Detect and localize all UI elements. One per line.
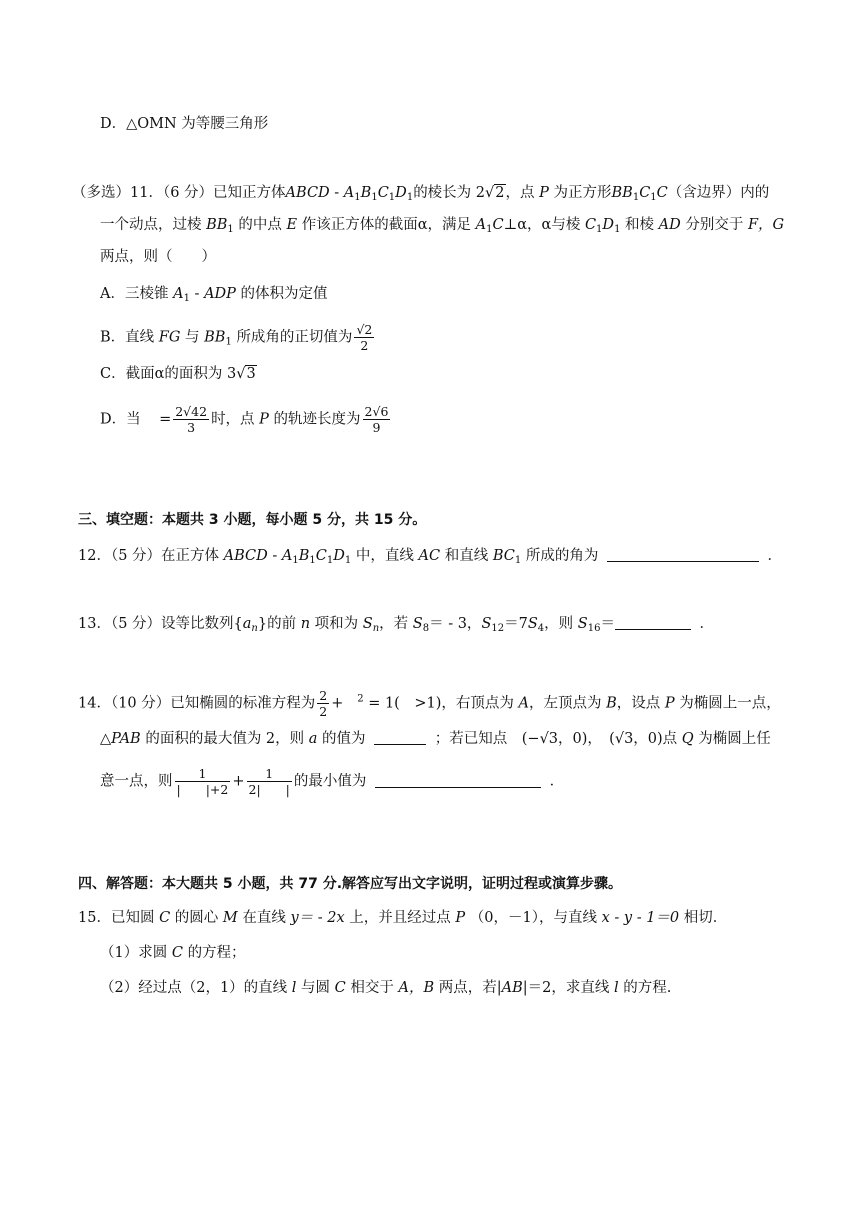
q15-part-1: （1）求圆 C 的方程； <box>100 945 246 961</box>
fraction: $\frac{2}{2}$ <box>319 688 328 719</box>
q12-answer-blank[interactable] <box>607 547 759 562</box>
q14-line-3: 意一点，则 $\frac{1}{| |+2}$ + $\frac{1}{2| |}$ 的最小值为 ． <box>100 766 565 797</box>
section-3-title: 三、填空题：本题共 3 小题，每小题 5 分，共 15 分。 <box>78 512 427 528</box>
q11-option-c: C．截面α的面积为 3√3 <box>100 366 256 382</box>
q13-line: 13．（5 分）设等比数列$\{a_n\}$的前 n 项和为 $S_n$，若 $S_8= - 3$，$S_{12}=7S_4$，则 $S_{16}=$ ． <box>78 616 715 634</box>
q13-answer-blank[interactable] <box>615 615 691 630</box>
fraction: $\frac{√2}{2}$ <box>356 322 373 353</box>
q11-line-3: 两点，则（ ） <box>100 249 216 265</box>
q11-line-2: 一个动点，过棱 $BB_1$ 的中点 E 作该正方体的截面α，满足 $A_1C\perp\alpha$，α与棱 $C_1D_1$ 和棱 AD 分别交于 F，G <box>100 217 785 235</box>
fraction: $\frac{2√42}{3}$ <box>175 404 208 435</box>
q14-line-1: 14．（10 分）已知椭圆的标准方程为 $\frac{2}{2}$ + $^2$ = 1( >1)，右顶点为 A，左顶点为 B，设点 P 为椭圆上一点， <box>78 688 781 719</box>
q14-blank-min[interactable] <box>375 773 541 788</box>
q14-line-2: △PAB 的面积的最大值为 2，则 a 的值为 ；若已知点 (−√3，0)， (√3，0)点 Q 为椭圆上任 <box>100 731 771 747</box>
q10-option-d: D．△OMN 为等腰三角形 <box>100 116 269 132</box>
fraction: $\frac{1}{| |+2}$ <box>176 766 229 797</box>
q11-option-b: B．直线 FG 与 $BB_1$ 所成角的正切值为 $\frac{√2}{2}$ <box>100 322 373 353</box>
q15-line-1: 15．已知圆 C 的圆心 M 在直线 y＝ - 2x 上，并且经过点 P （0，－1），与直线 x - y - 1＝0 相切． <box>78 910 728 926</box>
fraction: $\frac{2√6}{9}$ <box>364 404 389 435</box>
fraction: $\frac{1}{2| |}$ <box>248 766 290 797</box>
q15-part-2: （2）经过点（2，1）的直线 l 与圆 C 相交于 A，B 两点，若|AB|＝2，求直线 l 的方程. <box>100 980 672 996</box>
q11-option-a: A．三棱锥 $A_1$ - ADP 的体积为定值 <box>100 286 328 304</box>
section-4-title: 四、解答题：本大题共 5 小题，共 77 分.解答应写出文字说明，证明过程或演算步骤。 <box>78 876 623 892</box>
q14-blank-a[interactable] <box>374 730 426 745</box>
q11-option-d: D．当 = $\frac{2√42}{3}$ 时，点 P 的轨迹长度为 $\frac{2√6}{9}$ <box>100 404 389 435</box>
q11-line-1: （多选）11．（6 分）已知正方体ABCD - $A_1B_1C_1D_1$的棱长为 2√2，点 P 为正方形$BB_1C_1C$（含边界）内的 <box>72 185 770 203</box>
q12-line: 12．（5 分）在正方体 ABCD - $A_1B_1C_1D_1$ 中，直线 AC 和直线 $BC_1$ 所成的角为 ． <box>78 548 783 566</box>
